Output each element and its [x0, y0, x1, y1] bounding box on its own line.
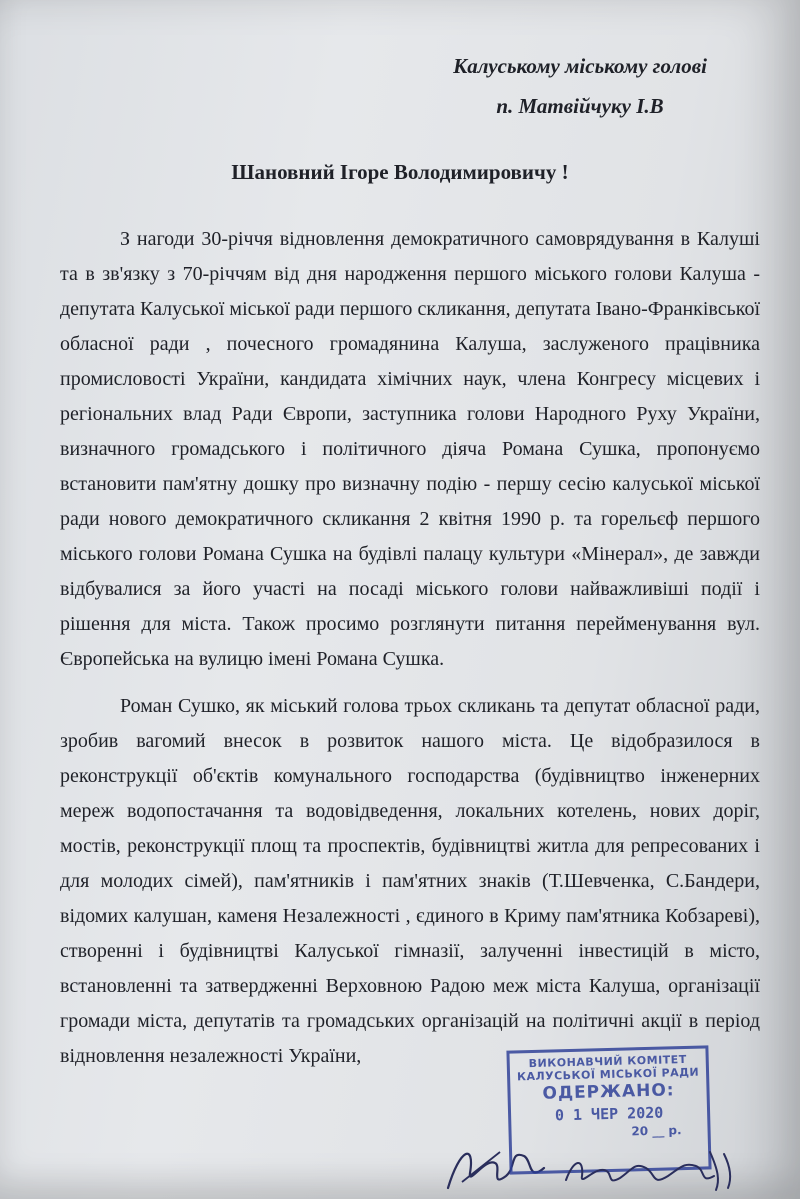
paragraph-proposal: З нагоди 30-річчя відновлення демократичного самоврядування в Калуші та в зв'язку з 70-річчям від дня народження першого міського голови Калуша - депутата Калуської міської ради першого скликання, депутата Івано-Франківської обласної ради , почесного громадянина Калуша, заслуженого працівника промисловості України, кандидата хімічних наук, члена Конгресу місцевих і регіональних влад Ради Європи, заступника голови Народного Руху України, визначного громадського і політичного діяча Романа Сушка, пропонуємо встановити пам'ятну дошку про визначну подію - першу сесію калуської міської ради нового демократичного скликання 2 квітня 1990 р. та горельєф першого міського голови Романа Сушка на будівлі палацу культури «Мінерал», де завжди відбувалися за його участі на посаді міського голови найважливіші події і рішення для міста. Також просимо розглянути питання перейменування вул. Європейська на вулицю імені Романа Сушка. — [60, 228, 760, 670]
signature-right — [560, 1140, 740, 1195]
addressee-block — [400, 46, 760, 126]
paragraph-achievements: Роман Сушко, як міський голова трьох скликань та депутат обласної ради, зробив вагомий внесок в розвиток нашого міста. Це відобразилося в реконструкції об'єктів комунального господарства (будівництво інженерних мереж водопостачання та водовідведення, локальних котелень, нових доріг, мостів, реконструкції площ та проспектів, будівництві житла для репресованих і для молодих сімей), пам'ятників і пам'ятних знаків (Т.Шевченка, С.Бандери, відомих калушан, каменя Незалежності , єдиного в Криму пам'ятника Кобзареві), створенні і будівництві Калуської гімназії, залученні інвестицій в місто, встановленні та затвердженні Верховною Радою меж міста Калуша, організації громади міста, депутатів та громадських організацій на політичні акції в період відновлення незалежності України, — [60, 695, 760, 1067]
addressee-name: п. Матвійчуку І.В — [496, 94, 664, 118]
stamp-organization: ВИКОНАВЧИЙ КОМІТЕТ КАЛУСЬКОЇ МІСЬКОЇ РАДИ — [516, 1052, 700, 1084]
addressee-title: Калуському міському голові — [453, 54, 707, 78]
stamp-year: 20 __ р. — [631, 1123, 682, 1139]
stamp-date: 0 1 ЧЕР 2020 — [554, 1103, 664, 1125]
stamp-received-label: ОДЕРЖАНО: — [542, 1080, 675, 1104]
salutation: Шановний Ігоре Володимировичу ! — [231, 160, 569, 184]
letter-body — [60, 222, 760, 1086]
